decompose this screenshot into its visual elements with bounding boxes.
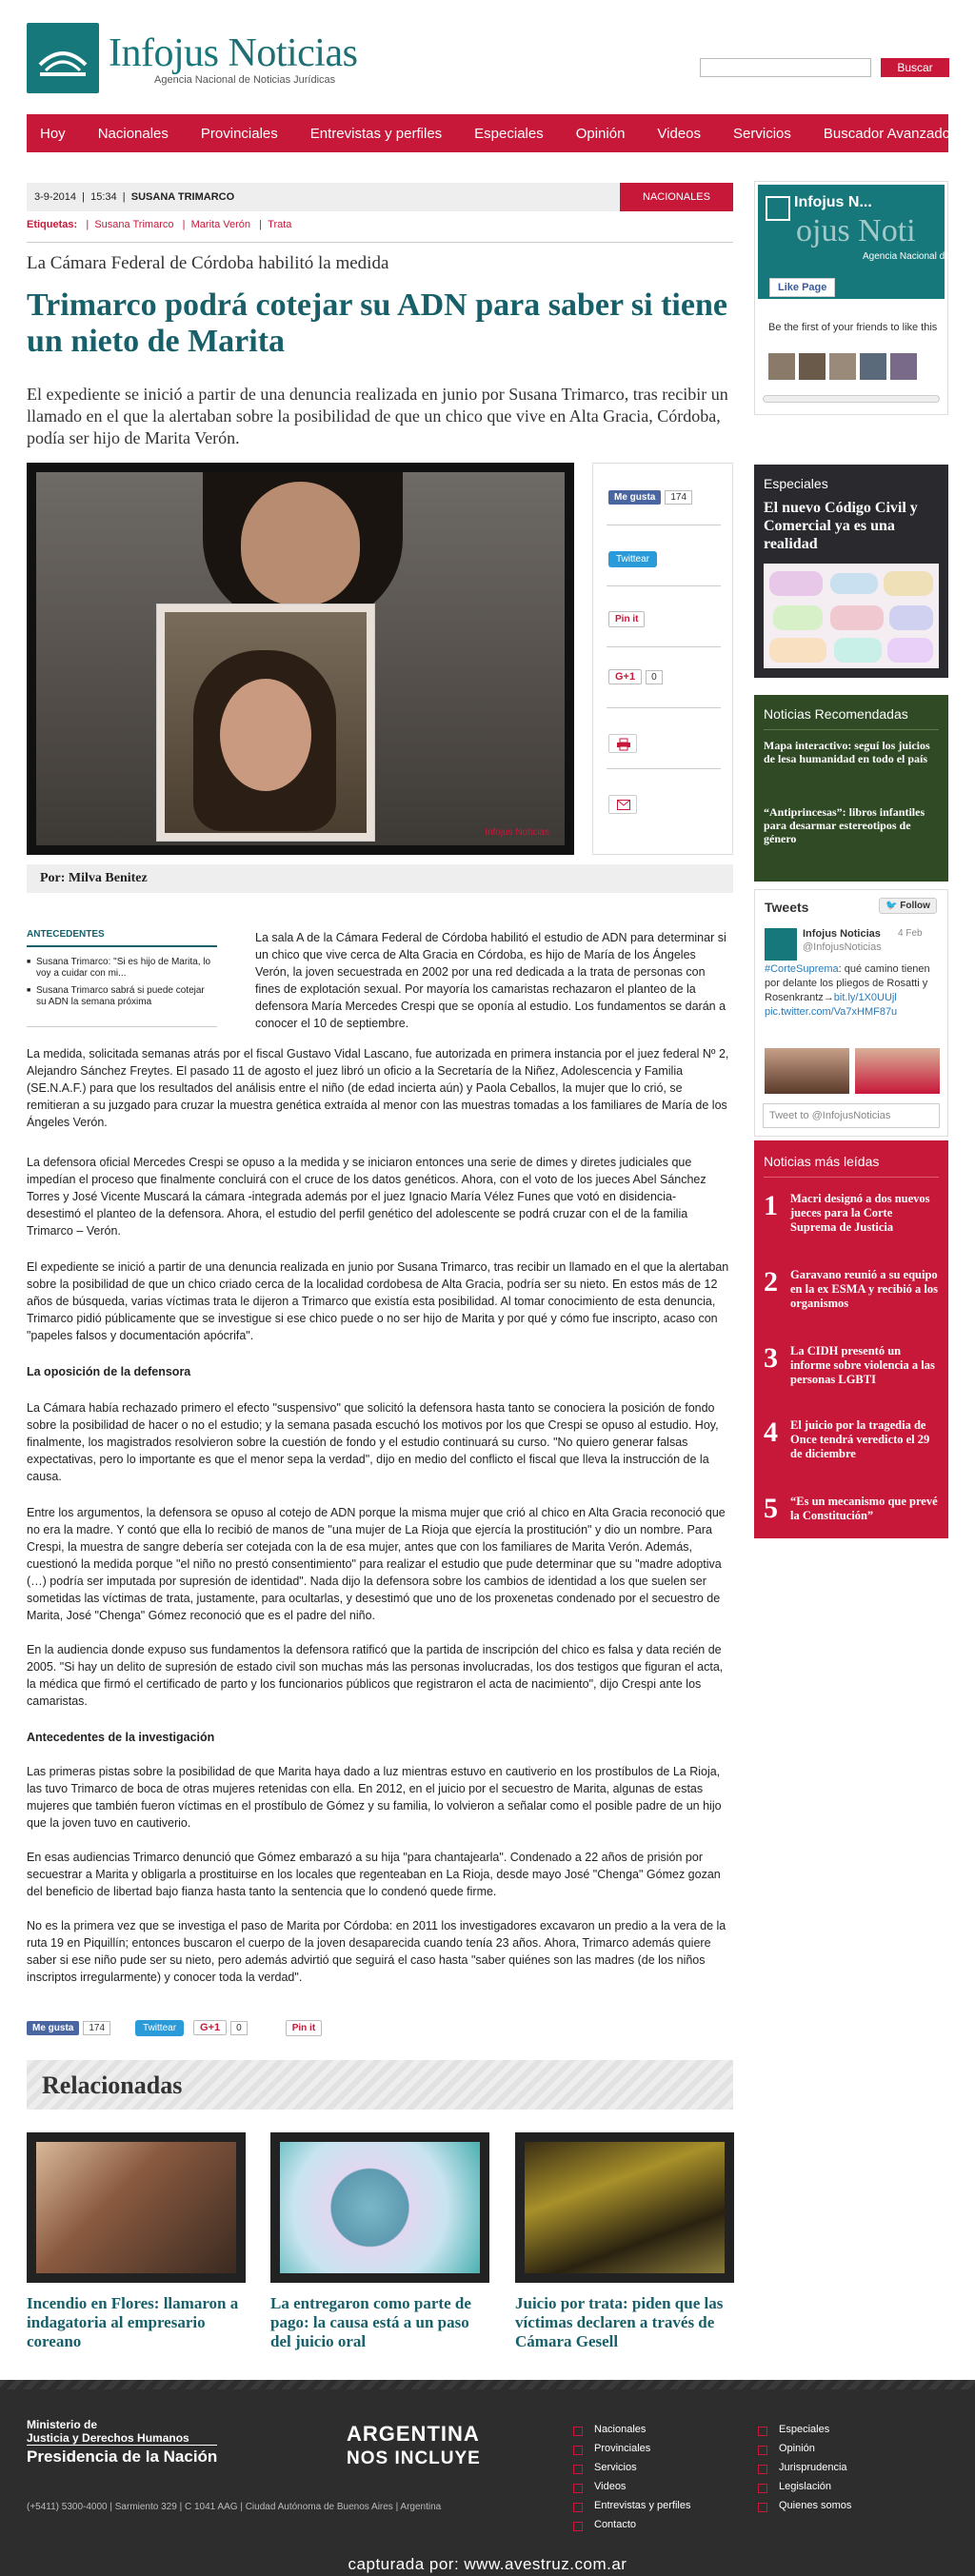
twitter-tweet-button[interactable]: Twittear [608, 551, 657, 567]
related-link[interactable]: Juicio por trata: piden que las víctimas declaren a través de Cámara Gesell [515, 2294, 724, 2350]
share-box [592, 463, 733, 855]
article-meta-bar: 3-9-2014 | 15:34 | SUSANA TRIMARCO [27, 183, 733, 211]
tag-link[interactable]: Susana Trimarco [94, 219, 174, 230]
article-lead: El expediente se inició a partir de una denuncia realizada en junio por Susana Trimarco, tras recibir un llamado en el que la alertaban sobre la posibilidad de que un chico que vive en Alta Gracia, Córdoba, podía ser hijo de Marita Verón. [27, 385, 728, 447]
bottom-share-bar [27, 2018, 322, 2037]
tweet-compose-input[interactable]: Tweet to @InfojusNoticias [763, 1103, 940, 1128]
footer-ministry-line2: Justicia y Derechos Humanos [27, 2431, 189, 2445]
tag-link[interactable]: Trata [268, 219, 292, 230]
article-paragraph: En la audiencia donde expuso sus fundamentos la defensora ratificó que la partida de inscripción del chico es falsa y data recién de 2005. "Si hay un delito de supresión de estado civil son muchas más las personas involucradas, los dos testigos que figuran el acta, la médica que firmó el certificado de parto y los funcionarios públicos que registraron el acta de nacimiento", dijo Crespi ante los camaristas. [27, 1643, 724, 1708]
especiales-title: Especiales [764, 476, 828, 491]
article-photo[interactable] [27, 463, 574, 855]
footer-link-entrevistas[interactable]: Entrevistas y perfiles [573, 2500, 690, 2511]
antecedentes-box [27, 929, 217, 1014]
facebook-like-label: Me gusta [608, 490, 661, 505]
tweet-body: : qué camino tienen por delante los pliegos de Rosatti y Rosenkrantz→ [765, 963, 930, 1003]
article-subheading: La oposición de la defensora [27, 1365, 191, 1378]
facebook-page-widget [754, 181, 970, 415]
photo-credit: Infojus Noticias [485, 827, 549, 838]
footer-link-especiales[interactable]: Especiales [758, 2424, 829, 2435]
rank-number: 1 [764, 1190, 778, 1221]
facebook-like-button[interactable]: Me gusta [27, 2021, 79, 2035]
rank-number: 3 [764, 1342, 778, 1374]
photo-image [36, 472, 565, 845]
twitter-follow-button[interactable] [879, 898, 937, 914]
antecedente-link[interactable]: ■ Susana Trimarco: "Si es hijo de Marita, lo voy a cuidar con mi... [27, 957, 217, 980]
tweet-images[interactable] [765, 1048, 940, 1094]
avatar[interactable] [829, 353, 856, 380]
avatar[interactable] [765, 928, 797, 961]
footer-link-provinciales[interactable]: Provinciales [573, 2443, 650, 2454]
nav-item-especiales[interactable]: Especiales [474, 125, 544, 142]
article-paragraph: Las primeras pistas sobre la posibilidad de que Marita haya dado a luz mientras estuvo en cautiverio en los prostíbulos de La Rioja, las tuvo Trimarco de boca de otras mujeres retenidas con ella. En 2012, en el juicio por el secuestro de Marita, algunas de estas mujeres que también fueron víctimas en el prostíbulo de Gómez y su familia, lo volvieron a señalar como el posible padre de un hijo que la joven tuvo en cautiverio. [27, 1765, 722, 1830]
article-paragraph: La medida, solicitada semanas atrás por el fiscal Gustavo Vidal Lascano, fue autorizada en primera instancia por el juez federal Nº 2, Alejandro Sánchez Freytes. El pasado 11 de agosto el juez libró un oficio a la Secretaría de la Niñez, Adolescencia y Familia (SE.N.A.F.) para que los resultados del análisis entre el niño (de edad incierta aún) y Paola Ceballos, la mujer que lo crió, se remitieran a su juzgado para cruzar la muestra genética extraída al menor con las muestras tomadas a los familiares de María de los Ángeles Verón. [27, 1047, 729, 1129]
nav-item-nacionales[interactable]: Nacionales [97, 125, 169, 142]
footer-slogan-line1: ARGENTINA [347, 2422, 480, 2446]
portrait-face [220, 679, 311, 791]
mas-leida-link[interactable]: “Es un mecanismo que prevé la Constitución” [790, 1495, 938, 1522]
related-link[interactable]: Incendio en Flores: llamaron a indagatoria al empresario coreano [27, 2294, 239, 2350]
footer-address: (+5411) 5300-4000 | Sarmiento 329 | C 1041 AAG | Ciudad Autónoma de Buenos Aires | Argentina [27, 2502, 442, 2512]
print-button[interactable] [608, 734, 637, 753]
article-paragraph: La defensora oficial Mercedes Crespi se opuso a la medida y se iniciaron entonces una serie de dimes y diretes judiciales que impedían el proceso que finalmente concluirá con el cruce de los datos genéticos. Ahora, con el voto de los jueces Abel Sánchez Torres y José Vicente Muscará la cámara -integrada además por el juez Ignacio María Vélez Funes que votó en disidencia- desestimó el planteo de la defensora. Ahora, el estudio del perfil genético del adolescente se podrá cruzar con el de la familia Trimarco – Verón. [27, 1156, 706, 1238]
footer-link-quienes-somos[interactable]: Quienes somos [758, 2500, 851, 2511]
print-icon [617, 739, 630, 750]
footer-link-videos[interactable]: Videos [573, 2481, 626, 2492]
mas-leida-link[interactable]: Macri designó a dos nuevos jueces para la Corte Suprema de Justicia [790, 1192, 930, 1234]
divider [27, 1026, 217, 1027]
especiales-link[interactable]: El nuevo Código Civil y Comercial ya es una realidad [764, 500, 918, 552]
article-paragraph: La Cámara había rechazado primero el efecto "suspensivo" que solicitó la defensora hasta tanto se conociera la posición de fondo sobre la posibilidad de hacer o no el estudio; y la semana pasada escuchó los motivos por los que Crespi se opuso al estudio. Hoy, finalmente, los magistrados resolvieron sobre la cuestión de fondo y el estudio continuará su curso. "No quiero generar falsas expectativas, pero lo importante es que el menor sepa la verdad", dijo en medio del conflicto el fiscal que lleva la instrucción de la causa. [27, 1401, 719, 1483]
article-headline: Trimarco podrá cotejar su ADN para saber si tiene un nieto de Marita [27, 287, 727, 359]
article-time: 15:34 [90, 191, 117, 203]
antecedente-link[interactable]: ■ Susana Trimarco sabrá si puede cotejar su ADN la semana próxima [27, 985, 217, 1008]
footer-link-nacionales[interactable]: Nacionales [573, 2424, 646, 2435]
footer-link-servicios[interactable]: Servicios [573, 2462, 637, 2473]
article-paragraph: En esas audiencias Trimarco denunció que Gómez embarazó a su hija "para chantajearla". Condenado a 22 años de prisión por secuestrar a Marita y obligarla a prostituirse en los locales que regenteaban en La Rioja, desde mayo José "Chenga" Gómez gozan del beneficio de libertad bajo fianza hasta tanto la sentencia que lo condenó quede firme. [27, 1851, 721, 1898]
antecedentes-title: ANTECEDENTES [27, 929, 217, 947]
google-plus-label: G+1 [608, 669, 642, 684]
email-button[interactable] [608, 795, 637, 814]
footer-slogan-line2: NOS INCLUYE [347, 2448, 481, 2468]
mas-leidas-title: Noticias más leídas [764, 1154, 880, 1169]
logo-word-infojus: Infojus [109, 31, 219, 75]
nav-item-hoy[interactable]: Hoy [40, 125, 66, 142]
mas-leida-link[interactable]: La CIDH presentó un informe sobre violencia a las personas LGBTI [790, 1344, 935, 1386]
divider [764, 729, 939, 730]
mas-leida-link[interactable]: El juicio por la tragedia de Once tendrá veredicto el 29 de diciembre [790, 1418, 930, 1460]
facebook-widget-scrollbar[interactable] [763, 395, 940, 403]
footer-link-jurisprudencia[interactable]: Jurisprudencia [758, 2462, 847, 2473]
avatar[interactable] [890, 353, 917, 380]
related-title: Relacionadas [42, 2071, 183, 2099]
related-image[interactable] [515, 2132, 734, 2283]
tweet-author-name[interactable]: Infojus Noticias [803, 928, 881, 940]
tweet-link[interactable]: bit.ly/1X0UUjl [833, 992, 897, 1003]
footer-link-legislacion[interactable]: Legislación [758, 2481, 831, 2492]
related-link[interactable]: La entregaron como parte de pago: la causa está a un paso del juicio oral [270, 2294, 471, 2350]
nav-item-opinion[interactable]: Opinión [575, 125, 626, 142]
article-paragraph: El expediente se inició a partir de una denuncia realizada en junio por Susana Trimarco, tras recibir un llamado en el que la alertaban sobre la posibilidad de que un chico criado cerca de la localidad cordobesa de Alta Gracia, podría ser su nieto. En estos más de 12 años de búsqueda, varias víctimas trata le dijeron a Trimarco que existía esta posibilidad. Al tomar conocimiento de esta denuncia, Trimarco pidió públicamente que se investigue si ese chico puede o no ser hijo de Marita y por qué y cómo fue inscripto, acaso con "papeles falsos y documentación apócrifa". [27, 1260, 729, 1342]
nav-item-provinciales[interactable]: Provinciales [200, 125, 278, 142]
site-footer [0, 2380, 975, 2576]
facebook-cover-subtext: Agencia Nacional de Noti [863, 251, 970, 262]
related-image[interactable] [27, 2132, 246, 2283]
footer-link-contacto[interactable]: Contacto [573, 2519, 636, 2530]
article-subheading: Antecedentes de la investigación [27, 1731, 215, 1744]
nav-item-servicios[interactable]: Servicios [733, 125, 791, 142]
twitter-widget-title: Tweets [765, 900, 809, 915]
logo-word-noticias: Noticias [228, 31, 358, 75]
facebook-like-page-button[interactable]: Like Page [769, 278, 835, 297]
tag-link[interactable]: Marita Verón [190, 219, 250, 230]
recomendadas-title: Noticias Recomendadas [764, 706, 908, 722]
held-portrait [156, 604, 375, 842]
divider [607, 646, 721, 647]
rank-number: 4 [764, 1417, 778, 1448]
article-paragraph: Entre los argumentos, la defensora se opuso al cotejo de ADN porque la misma mujer que crió al chico en Alta Gracia reconoció que no era la madre. Y contó que ella lo recibió de manos de "una mujer de La Rioja que ejercía la prostitución" y dio un nombre. Para Crespi, la muestra de sangre debería ser cotejada con la de esa mujer, antes que con los familiares de Marita Verón. Además, cuestionó la medida porque "el niño no prestó consentimiento" para realizar el estudio que pude determinar que su "madre adoptiva (…) podría ser imputada por supresión de identidad". Nada dijo la defensora sobre los cambios de identidad a los que suelen ser sometidas las víctimas de trata, justamente, para ocultarlas, y desestimó que uno de los proxenetas condenado por el secuestro de Marita, José "Chenga" Gómez reconoció que es el padre del niño. [27, 1506, 726, 1622]
photo-subject-face [241, 482, 360, 605]
facebook-faces [768, 353, 917, 380]
tags-row: Etiquetas: | Susana Trimarco | Marita Verón | Trata [27, 219, 292, 230]
twitter-widget [754, 889, 948, 1137]
tweet-author-handle[interactable]: @InfojusNoticias [803, 941, 882, 953]
rank-number: 5 [764, 1493, 778, 1524]
capture-credit: capturada por: www.avestruz.com.ar [348, 2555, 627, 2573]
facebook-cover-text: ojus Noti [796, 213, 916, 248]
logo-subtitle: Agencia Nacional de Noticias Jurídicas [154, 74, 336, 86]
illustration-icon [764, 564, 939, 668]
facebook-like-count: 174 [665, 490, 692, 505]
tweet-hashtag[interactable]: #CorteSuprema [765, 963, 839, 975]
footer-ministry-line1: Ministerio de [27, 2418, 98, 2431]
main-nav [27, 114, 951, 152]
article-kicker: La Cámara Federal de Córdoba habilitó la medida [27, 253, 389, 273]
nav-item-buscador[interactable]: Buscador Avanzado [823, 125, 951, 142]
divider [764, 1177, 939, 1178]
envelope-icon [617, 800, 630, 810]
article-topic: SUSANA TRIMARCO [130, 191, 235, 203]
footer-link-opinion[interactable]: Opinión [758, 2443, 815, 2454]
nav-item-entrevistas[interactable]: Entrevistas y perfiles [309, 125, 443, 142]
search-button[interactable]: Buscar [881, 58, 949, 77]
google-plus-button[interactable] [608, 669, 663, 684]
especiales-image[interactable] [764, 564, 939, 668]
search-input[interactable] [700, 58, 871, 77]
facebook-like-button[interactable] [608, 488, 692, 505]
divider [607, 707, 721, 708]
recomendada-link[interactable]: “Antiprincesas”: libros infantiles para desarmar estereotipos de género [764, 805, 925, 845]
facebook-like-count: 174 [83, 2021, 110, 2035]
section-badge[interactable]: NACIONALES [620, 183, 733, 211]
mas-leida-link[interactable]: Garavano reunió a su equipo en la ex ESMA y recibió a los organismos [790, 1268, 938, 1310]
rank-number: 2 [764, 1266, 778, 1298]
article-paragraph: No es la primera vez que se investiga el paso de Marita por Córdoba: en 2011 los investigadores excavaron un predio a la vera de la ruta 19 en Piquillín; entonces buscaron el cuerpo de la joven desaparecida cuando tenía 23 años. Ahora, Trimarco además quiere saber si ese niño pude ser su nieto, pero además advirtió que seguirá el caso hasta "saber quiénes son las madres (de los niños inscriptos irregularmente) y conocer toda la verdad". [27, 1919, 726, 1984]
tags-label: Etiquetas: [27, 219, 78, 230]
google-plus-count: 0 [230, 2021, 248, 2035]
facebook-page-logo [766, 196, 790, 221]
logo-icon[interactable] [27, 23, 99, 93]
facebook-page-cover[interactable] [758, 185, 970, 299]
footer-ministry-line3: Presidencia de la Nación [27, 2445, 217, 2467]
divider [607, 585, 721, 586]
divider [27, 242, 733, 243]
mas-leidas-box [754, 1140, 948, 1538]
facebook-friends-text: Be the first of your friends to like this [768, 322, 938, 333]
held-portrait-image [165, 612, 367, 833]
antecedentes-list [27, 957, 217, 1008]
logo-text[interactable] [109, 30, 357, 76]
avatar[interactable] [860, 353, 886, 380]
avatar[interactable] [768, 353, 795, 380]
facebook-page-name[interactable]: Infojus N... [794, 194, 872, 210]
tweet-link[interactable]: pic.twitter.com/Va7xHMF87u [765, 1006, 898, 1018]
twitter-follow-label: Follow [900, 901, 930, 911]
pinterest-button[interactable]: Pin it [608, 611, 645, 627]
recomendada-link[interactable]: Mapa interactivo: seguí los juicios de lesa humanidad en todo el país [764, 739, 930, 765]
related-header [27, 2060, 733, 2110]
article-date: 3-9-2014 [34, 191, 77, 203]
pinterest-button[interactable]: Pin it [286, 2020, 322, 2036]
twitter-bird-icon: 🐦 [885, 901, 898, 911]
google-plus-count: 0 [646, 670, 663, 684]
especiales-box [754, 465, 948, 678]
recomendadas-box [754, 695, 948, 882]
article-author: Por: Milva Benitez [27, 864, 733, 893]
avatar[interactable] [799, 353, 826, 380]
related-image[interactable] [270, 2132, 489, 2283]
tweet-text [765, 962, 940, 1020]
twitter-tweet-button[interactable]: Twittear [135, 2020, 184, 2036]
footer-stripe [0, 2380, 975, 2389]
google-plus-button[interactable]: G+1 [193, 2020, 227, 2035]
article-paragraph: La sala A de la Cámara Federal de Córdoba habilitó el estudio de ADN para determinar si un chico que vive cerca de Alta Gracia en Córdoba, es hijo de María de los Ángeles Verón, la joven secuestrada en 2002 por una red dedicada a la trata de personas con fines de explotación sexual. Por mayoría los camaristas rechazaron el planteo de la defensora María Mercedes Crespi que se oponía al estudio. Los fundamentos se darán a conocer el 10 de septiembre. [255, 931, 726, 1030]
tweet-date[interactable]: 4 Feb [898, 928, 923, 939]
divider [607, 768, 721, 769]
nav-item-videos[interactable]: Videos [657, 125, 702, 142]
site-header [0, 0, 975, 112]
